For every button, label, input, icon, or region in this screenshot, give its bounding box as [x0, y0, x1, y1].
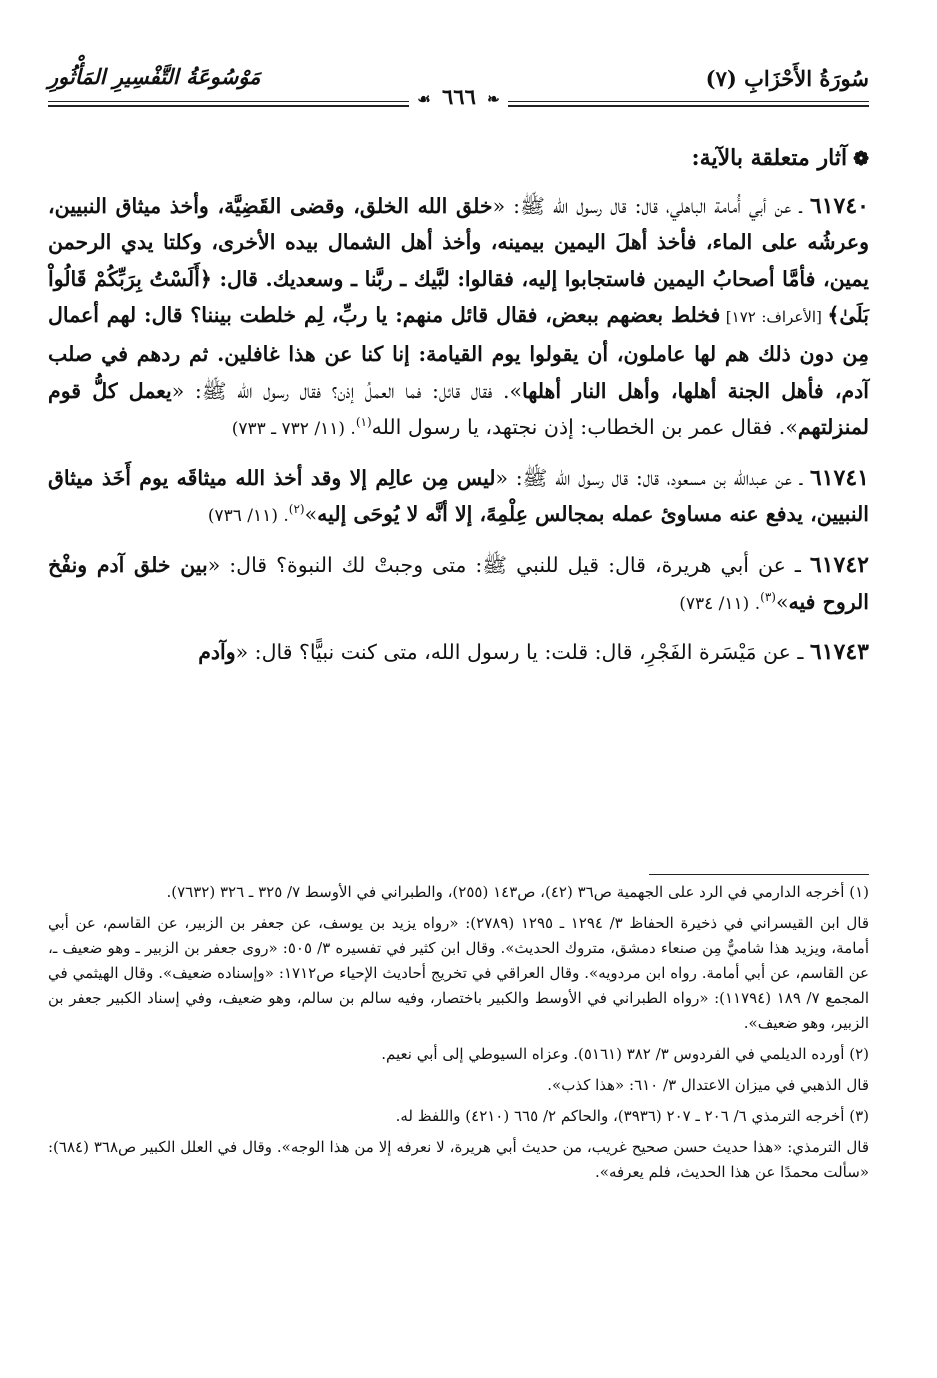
entry-number: ٦١٧٤٠ — [809, 192, 869, 219]
athar-entry — [48, 188, 869, 448]
volume-reference: . (١١/ ٧٣٤) — [679, 593, 761, 614]
ornament-icon: ❧ — [487, 90, 500, 108]
verse-reference: [الأعراف: ١٧٢] — [720, 308, 828, 327]
footnote-marker: (٢) — [288, 502, 305, 517]
athar-entry — [48, 547, 869, 622]
footnote: قال الترمذي: «هذا حديث حسن صحيح غريب، من حديث أبي هريرة، لا نعرفه إلا من هذا الوجه». وقال في العلل الكبير ص٣٦٨ (٦٨٤): «سألت محمدًا عن هذا الحديث، فلم يعرفه». — [48, 1138, 869, 1181]
main-text — [48, 140, 869, 683]
page-number: ٦٦٦ — [442, 84, 476, 109]
athar-entry — [48, 634, 869, 671]
entry-number: ٦١٧٤١ — [809, 464, 869, 491]
volume-reference: . (١١/ ٧٣٢ ـ ٧٣٣) — [231, 419, 356, 440]
footnote: قال ابن القيسراني في ذخيرة الحفاظ ٣/ ١٢٩٤ ـ ١٢٩٥ (٢٧٨٩): «رواه يزيد بن يوسف، عن جعفر بن الزبير، عن القاسم، عن أبي أمامة، ويزيد هذا شاميٌّ مِن صنعاء دمشق، متروك الحديث». وقال ابن كثير في تفسيره ٣/ ٥٠٥: «روى جعفر بن الزبير ـ وهو ضعيف ـ، عن القاسم، عن أبي أمامة. رواه ابن مردويه». وقال العراقي في تخريج أحاديث الإحياء ص١٧١٢: «وإسناده ضعيف». وقال الهيثمي في المجمع ٧/ ١٨٩ (١١٧٩٤): «رواه الطبراني في الأوسط والكبير باختصار، وفيه سالم بن سالم، وهو ضعيف، وفي إسناد الكبير جعفر بن الزبير، وهو ضعيف». — [48, 914, 870, 1032]
header-sura-title: سُورَةُ الأَحْزَابِ (٧) — [705, 66, 869, 91]
entry-intro: ـ عن أبي هريرة، قال: قيل للنبي ﷺ: متى وجبتْ لك النبوة؟ قال: « — [207, 552, 810, 577]
hadith-text: ليس مِن عالِم إلا وقد أخذ الله ميثاقَه يوم أَخَذ ميثاق النبيين، يدفع عنه مساوئ عمله بمجالس عِلْمِهً، إلا أنَّه لا يُوحَى إليه — [48, 465, 869, 527]
entry-narration: ». فقال عمر بن الخطاب: إذن نجتهد، يا رسول الله — [371, 415, 798, 440]
entry-number: ٦١٧٤٢ — [809, 551, 869, 578]
footnote: قال الذهبي في ميزان الاعتدال ٣/ ٦١٠: «هذا كذب». — [547, 1076, 869, 1094]
entry-intro: ـ عن عبدالله بن مسعود، قال: قال رسول الله ﷺ: « — [495, 465, 810, 490]
entry-narration: ». فقال قائل: فما العملُ إذن؟ فقال رسول الله ﷺ: « — [171, 378, 523, 403]
ornament-icon: ☙ — [417, 90, 431, 108]
quote-close: » — [304, 502, 318, 527]
entry-intro: ـ عن مَيْسَرة الفَجْرِ، قال: قلت: يا رسول الله، متى كنت نبيًّا؟ قال: « — [235, 640, 810, 665]
footnotes — [48, 880, 869, 1191]
entry-number: ٦١٧٤٣ — [809, 639, 869, 666]
footnote: (٣) أخرجه الترمذي ٦/ ٢٠٦ ـ ٢٠٧ (٣٩٣٦)، والحاكم ٢/ ٦٦٥ (٤٢١٠) واللفظ له. — [395, 1107, 869, 1125]
hadith-text: بين خلق آدم ونفْخ الروح فيه — [48, 552, 869, 614]
footnote-separator — [649, 874, 869, 875]
section-title: آثار متعلقة بالآية: — [691, 145, 848, 171]
section-heading — [48, 140, 869, 178]
volume-reference: . (١١/ ٧٣٦) — [207, 506, 289, 527]
athar-entry — [48, 460, 869, 535]
flower-ornament-icon: ❁ — [853, 148, 869, 170]
footnote-marker: (٣) — [760, 589, 776, 604]
quote-close: » — [775, 589, 789, 614]
hadith-text: خلق الله الخلق، وقضى القَضِيَّة، وأخذ ميثاق النبيين، وعرشُه على الماء، فأخذ أهلَ اليمين بيمينه، وأخذ أهل الشمال بيده الأخرى، وكلتا يدي الرحمن يمين، فأمَّا أصحابُ اليمين فاستجابوا إليه، فقالوا: لبَّيك ـ ربَّنا ـ وسعديك. قال: — [48, 193, 869, 291]
footnote: (٢) أورده الديلمي في الفردوس ٣/ ٣٨٢ (٥١٦١). وعزاه السيوطي إلى أبي نعيم. — [381, 1045, 869, 1063]
running-header — [48, 60, 869, 109]
footnote: (١) أخرجه الدارمي في الرد على الجهمية ص٣٦ (٤٢)، ص١٤٣ (٢٥٥)، والطبراني في الأوسط ٧/ ٣٢٥ ـ ٣٢٦ (٧٦٣٢). — [166, 883, 869, 901]
footnote-marker: (١) — [355, 415, 372, 430]
page-number-box — [409, 84, 508, 109]
hadith-text: فخلط بعضهم ببعض، فقال قائل منهم: يا ربِّ، لِم خلطت بيننا؟ قال: لهم أعمال مِن دون ذلك هم لها عاملون، أن يقولوا يوم القيامة: إنا كنا عن هذا غافلين. ثم ردهم في صلب آدم، فأهل الجنة أهلها، وأهل النار أهلها — [48, 303, 869, 403]
quran-verse: ﴿أَلَسْتُ بِرَبِّكُمْ قَالُواْ بَلَىٰ﴾ — [48, 266, 869, 328]
hadith-text: وآدم — [198, 640, 236, 665]
header-book-title: مَوْسُوعَةُ التَّفْسِيرِ المَأْثُورِ — [48, 64, 261, 89]
hadith-text: يعمل كلُّ قوم لمنزلتهم — [48, 378, 869, 440]
entry-intro: ـ عن أبي أُمامة الباهلي، قال: قال رسول الله ﷺ: « — [492, 193, 810, 218]
